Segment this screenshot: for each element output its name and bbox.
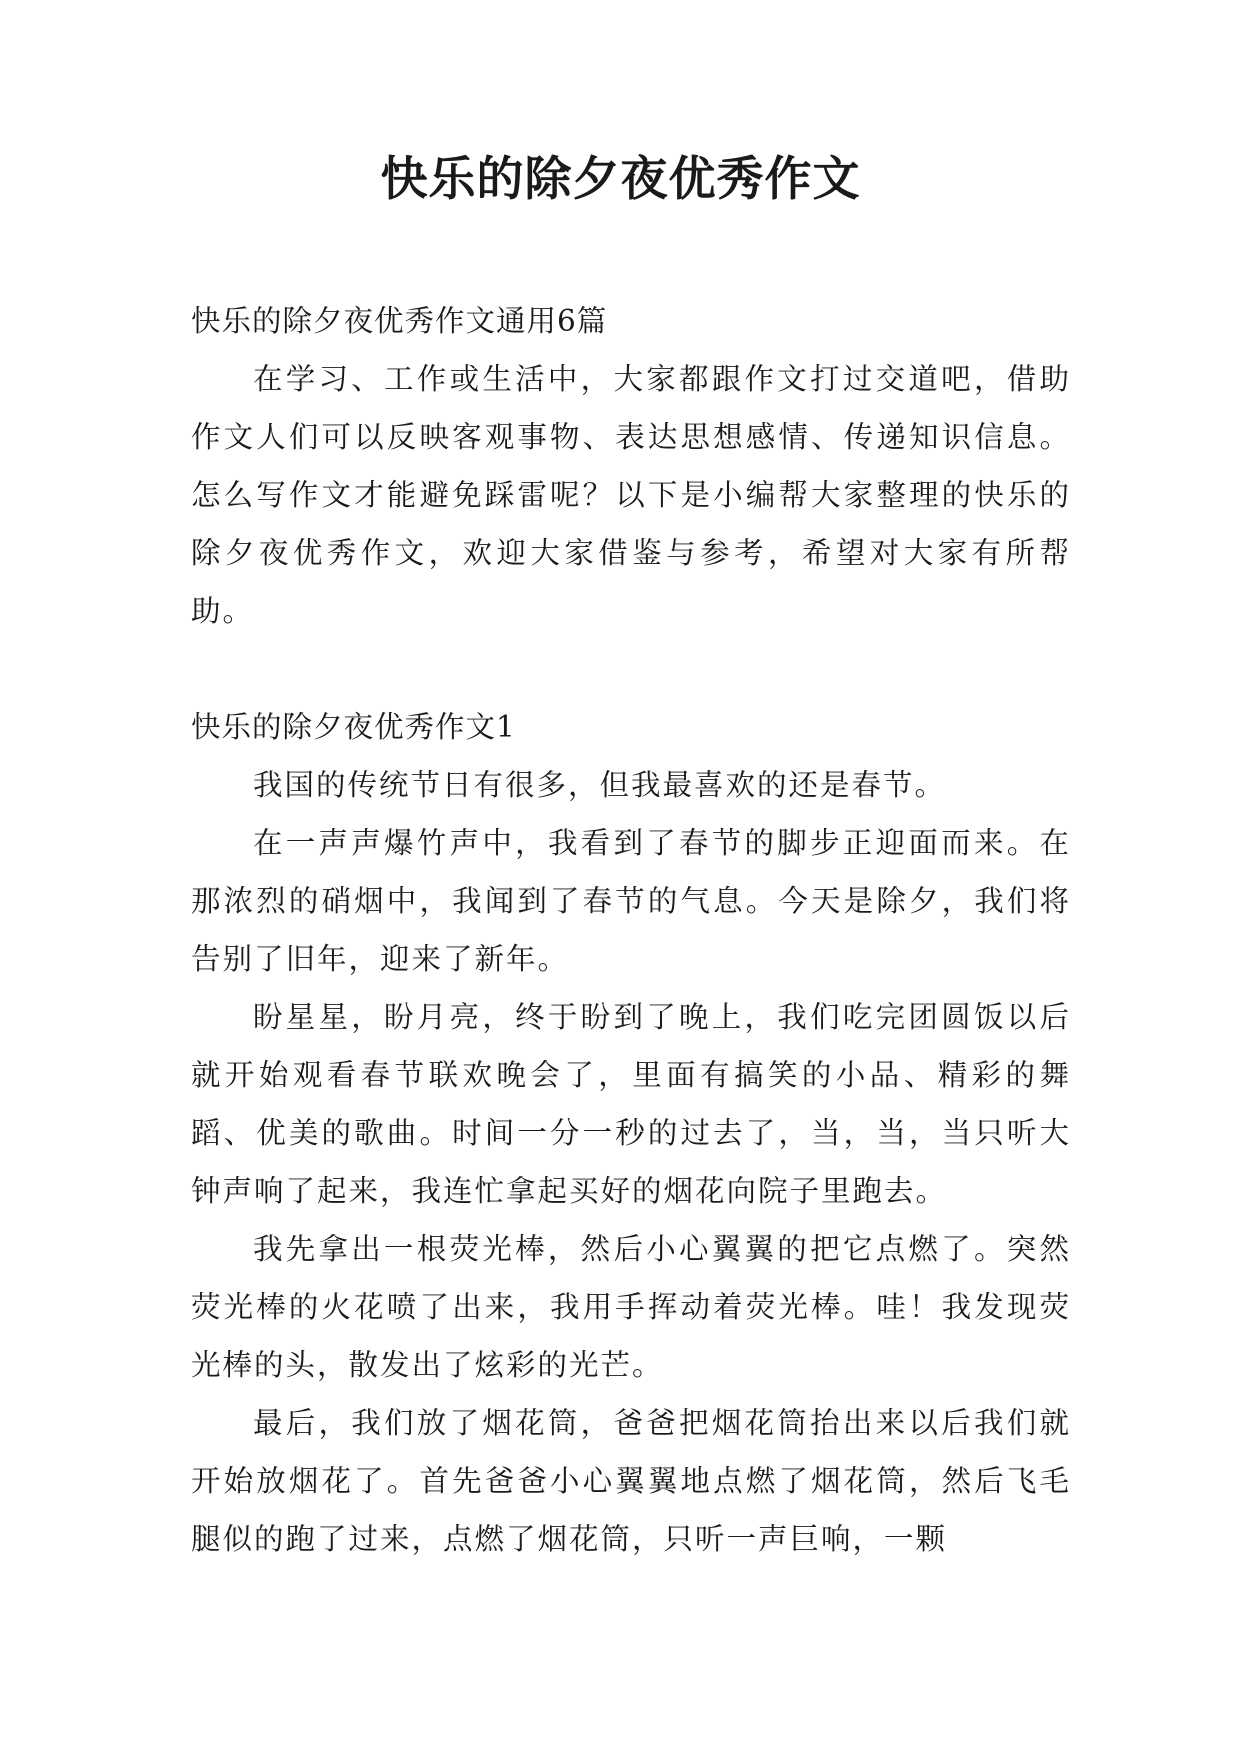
body-paragraph: 盼星星，盼月亮，终于盼到了晚上，我们吃完团圆饭以后就开始观看春节联欢晚会了，里面有搞笑的小品、精彩的舞蹈、优美的歌曲。时间一分一秒的过去了，当，当，当只听大钟声响了起来，我连忙拿起买好的烟花向院子里跑去。	[191, 1000, 1071, 1208]
body-paragraph: 我先拿出一根荧光棒，然后小心翼翼的把它点燃了。突然荧光棒的火花喷了出来，我用手挥动着荧光棒。哇！我发现荧光棒的头，散发出了炫彩的光芒。	[191, 1232, 1071, 1382]
intro-paragraph: 在学习、工作或生活中，大家都跟作文打过交道吧，借助作文人们可以反映客观事物、表达思想感情、传递知识信息。怎么写作文才能避免踩雷呢？以下是小编帮大家整理的快乐的除夕夜优秀作文，欢迎大家借鉴与参考，希望对大家有所帮助。	[191, 362, 1071, 628]
body-paragraph: 我国的传统节日有很多，但我最喜欢的还是春节。	[252, 768, 946, 802]
document-body	[191, 292, 1071, 1568]
body-paragraph: 在一声声爆竹声中，我看到了春节的脚步正迎面而来。在那浓烈的硝烟中，我闻到了春节的气息。今天是除夕，我们将告别了旧年，迎来了新年。	[191, 826, 1071, 976]
document-title: 快乐的除夕夜优秀作文	[380, 152, 861, 207]
section-spacer	[191, 640, 1071, 698]
document-subtitle: 快乐的除夕夜优秀作文通用6篇	[191, 304, 608, 338]
body-paragraph: 最后，我们放了烟花筒，爸爸把烟花筒抬出来以后我们就开始放烟花了。首先爸爸小心翼翼地点燃了烟花筒，然后飞毛腿似的跑了过来，点燃了烟花筒，只听一声巨响，一颗	[191, 1406, 1071, 1556]
section-heading: 快乐的除夕夜优秀作文1	[191, 710, 516, 744]
